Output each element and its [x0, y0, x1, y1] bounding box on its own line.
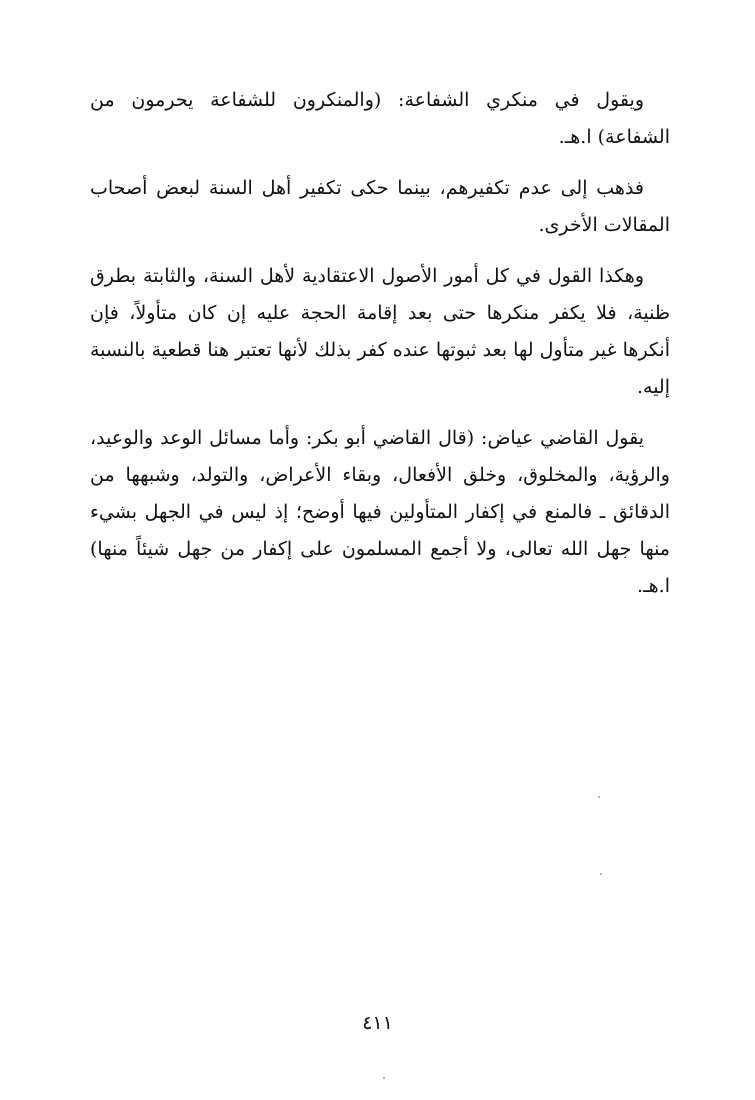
paragraph-4: يقول القاضي عياض: (قال القاضي أبو بكر: وأما مسائل الوعد والوعيد، والرؤية، والمخلوق، وخلق الأفعال، وبقاء الأعراض، والتولد، وشبهها من الدقائق ـ فالمنع في إكفار المتأولين فيها أوضح؛ إذ ليس في الجهل بشيء منها جهل الله تعالى، ولا أجمع المسلمون على إكفار من جهل شيئاً منها) ا.هـ. — [90, 427, 670, 597]
page-number: ٤١١ — [362, 1012, 393, 1034]
paragraph-1: ويقول في منكري الشفاعة: (والمنكرون للشفاعة يحرمون من الشفاعة) ا.هـ. — [90, 89, 670, 148]
scan-speck — [598, 796, 600, 798]
scan-speck — [383, 1077, 385, 1079]
paragraph-2: فذهب إلى عدم تكفيرهم، بينما حكى تكفير أهل السنة لبعض أصحاب المقالات الأخرى. — [90, 177, 670, 236]
body-text — [90, 82, 670, 619]
scan-speck — [600, 873, 602, 875]
paragraph-3: وهكذا القول في كل أمور الأصول الاعتقادية لأهل السنة، والثابتة بطرق ظنية، فلا يكفر منكرها حتى بعد إقامة الحجة عليه إن كان متأولاً، فإن أنكرها غير متأول لها بعد ثبوتها عنده كفر بذلك لأنها تعتبر هنا قطعية بالنسبة إليه. — [90, 265, 670, 398]
